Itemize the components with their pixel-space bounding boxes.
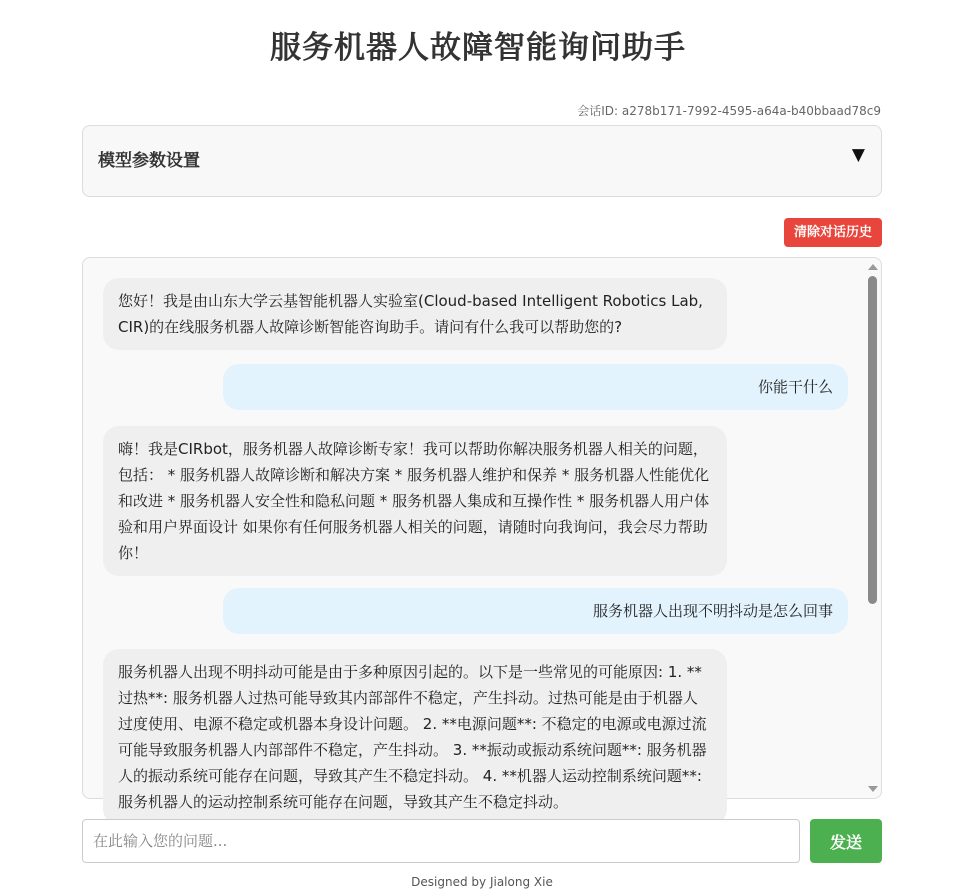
page-title: 服务机器人故障智能询问助手 bbox=[270, 30, 686, 66]
question-input[interactable] bbox=[82, 819, 800, 863]
scroll-thumb[interactable] bbox=[868, 276, 877, 604]
user-message: 服务机器人出现不明抖动是怎么回事 bbox=[223, 588, 848, 634]
send-button[interactable]: 发送 bbox=[810, 819, 882, 863]
chevron-down-icon[interactable]: ▼ bbox=[851, 145, 865, 165]
bot-message: 嗨！我是CIRbot，服务机器人故障诊断专家！我可以帮助你解决服务机器人相关的问题，包括： * 服务机器人故障诊断和解决方案 * 服务机器人维护和保养 * 服务机器人性能优化和改进 * 服务机器人安全性和隐私问题 * 服务机器人集成和互操作性 * 服务机器人用户体验和用户界面设计 如果你有任何服务机器人相关的问题，请随时向我询问，我会尽力帮助你！ bbox=[103, 426, 727, 576]
bot-message: 服务机器人出现不明抖动可能是由于多种原因引起的。以下是一些常见的可能原因: 1. **过热**: 服务机器人过热可能导致其内部部件不稳定，产生抖动。过热可能是由于机器人过度使用、电源不稳定或机器本身设计问题。 2. **电源问题**: 不稳定的电源或电源过流可能导致服务机器人内部部件不稳定，产生抖动。 3. **振动或振动系统问题**: 服务机器人的振动系统可能存在问题，导致其产生不稳定抖动。 4. **机器人运动控制系统问题**: 服务机器人的运动控制系统可能存在问题，导致其产生不稳定抖动。 bbox=[103, 649, 727, 825]
scroll-down-arrow-icon[interactable] bbox=[868, 786, 878, 792]
chat-messages bbox=[83, 258, 865, 811]
model-settings-label: 模型参数设置 bbox=[98, 151, 200, 171]
user-message: 你能干什么 bbox=[223, 364, 848, 410]
model-settings-panel[interactable] bbox=[82, 125, 882, 197]
footer-credit: Designed by Jialong Xie bbox=[411, 875, 553, 889]
chat-history[interactable] bbox=[82, 257, 882, 811]
clear-history-button[interactable]: 清除对话历史 bbox=[784, 218, 882, 247]
scroll-up-arrow-icon[interactable] bbox=[868, 264, 878, 270]
session-id: 会话ID: a278b171-7992-4595-a64a-b40bbaad78c9 bbox=[577, 104, 881, 118]
chat-scrollbar[interactable] bbox=[864, 258, 881, 798]
bot-message: 您好！我是由山东大学云基智能机器人实验室(Cloud-based Intelligent Robotics Lab, CIR)的在线服务机器人故障诊断智能咨询助手。请问有什么我可以帮助您的? bbox=[103, 278, 727, 350]
